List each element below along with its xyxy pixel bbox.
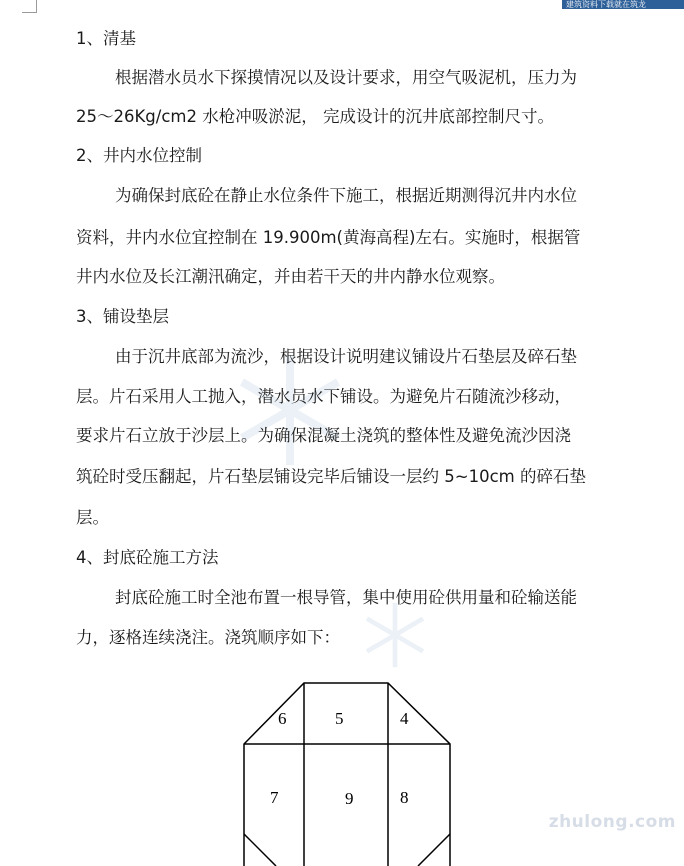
cell-label: 4 [400,709,409,728]
paragraph-line: 为确保封底砼在静止水位条件下施工，根据近期测得沉井内水位 [115,186,577,205]
diagram-divider [244,834,276,866]
section-heading: 1、清基 [76,29,136,48]
section-heading: 2、井内水位控制 [76,146,202,165]
section-heading: 3、铺设垫层 [76,307,169,326]
watermark-text: zhulong.com [548,812,676,832]
paragraph-line: 由于沉井底部为流沙，根据设计说明建议铺设片石垫层及碎石垫 [115,347,577,366]
top-banner: 建筑资料下载就在筑龙 [562,0,684,9]
cell-label: 5 [335,709,344,728]
paragraph-line: 井内水位及长江潮汛确定，并由若干天的井内静水位观察。 [76,267,505,286]
paragraph-line: 力，逐格连续浇注。浇筑顺序如下： [76,628,340,647]
paragraph-line: 层。 [76,508,109,527]
paragraph-line: 要求片石立放于沙层上。为确保混凝土浇筑的整体性及避免流沙因浇 [76,426,571,445]
paragraph-line: 层。片石采用人工抛入，潜水员水下铺设。为避免片石随流沙移动， [76,387,571,406]
cell-label: 9 [345,789,354,808]
diagram-divider [418,834,450,866]
cell-label: 8 [400,788,409,807]
cell-label: 7 [270,788,279,807]
diagram-outline [244,683,450,866]
section-heading: 4、封底砼施工方法 [76,548,219,567]
paragraph-line: 25～26Kg/cm2 水枪冲吸淤泥， 完成设计的沉井底部控制尺寸。 [76,107,554,126]
paragraph-line: 筑砼时受压翻起，片石垫层铺设完毕后铺设一层约 5~10cm 的碎石垫 [76,467,586,486]
paragraph-line: 根据潜水员水下探摸情况以及设计要求，用空气吸泥机，压力为 [115,68,577,87]
paragraph-line: 封底砼施工时全池布置一根导管，集中使用砼供用量和砼输送能 [115,588,577,607]
cell-label: 6 [278,709,287,728]
paragraph-line: 资料，井内水位宜控制在 19.900m(黄海高程)左右。实施时，根据管 [76,228,581,247]
